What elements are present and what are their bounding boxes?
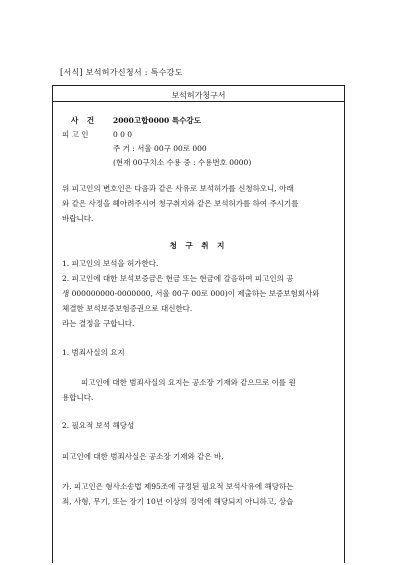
intro-line: 바랍니다. — [62, 214, 94, 223]
purpose-item: 체결한 보석보증보험증권으로 대신한다. — [62, 304, 193, 313]
purpose-item: 생 000000000-0000000, 서울 00구 00로 000)이 제출하는 보증보험회사와 — [62, 289, 320, 298]
defendant-address: 주 거 : 서울 00구 00로 000 — [113, 144, 207, 153]
section2-item-a-line: 죄, 사형, 무기, 또는 장기 10년 이상의 징역에 해당되지 아니하고, 상습 — [62, 497, 294, 506]
section1-heading: 1. 범죄사실의 요지 — [62, 348, 125, 357]
defendant-current-status: (현재 00구치소 수용 중 : 수용번호 0000) — [113, 158, 252, 167]
defendant-label: 피 고 인 — [62, 130, 89, 139]
section1-body-line: 용합니다. — [62, 393, 94, 402]
purpose-item: 2. 피고인에 대한 보석보증금은 현금 또는 현금에 갈음하여 피고인의 공 — [62, 274, 294, 283]
document-title: 보석허가청구서 — [171, 91, 226, 100]
title-divider — [53, 101, 344, 102]
intro-line: 와 같은 사정을 헤아려주시어 청구취지와 같은 보석허가를 하여 주시기를 — [62, 199, 299, 208]
section1-body-line: 피고인에 대한 범죄사실의 요지는 공소장 기재와 같으므로 이를 원 — [81, 378, 296, 387]
section2-heading: 2. 필요적 보석 해당성 — [62, 421, 135, 430]
case-label: 사 건 — [71, 116, 95, 125]
defendant-name: 0 0 0 — [113, 130, 133, 139]
intro-line: 위 피고인의 변호인은 다음과 같은 사유로 보석허가를 신청하오니, 아래 — [62, 184, 294, 193]
section2-body: 피고인에 대한 범죄사실은 공소장 기재와 같은 바, — [62, 452, 224, 461]
section2-item-a-line: 가. 피고인은 형사소송법 제95조에 규정된 필요적 보석사유에 해당하는 — [62, 482, 294, 491]
page-header-title: [서식] 보석허가신청서 : 특수강도 — [60, 68, 183, 77]
document-frame — [52, 85, 345, 563]
purpose-heading: 청 구 취 지 — [169, 241, 228, 250]
purpose-conclusion: 라는 결정을 구합니다. — [62, 319, 135, 328]
purpose-item: 1. 피고인의 보석을 허가한다. — [62, 259, 159, 268]
case-value: 2000고합0000 특수강도 — [113, 116, 201, 125]
